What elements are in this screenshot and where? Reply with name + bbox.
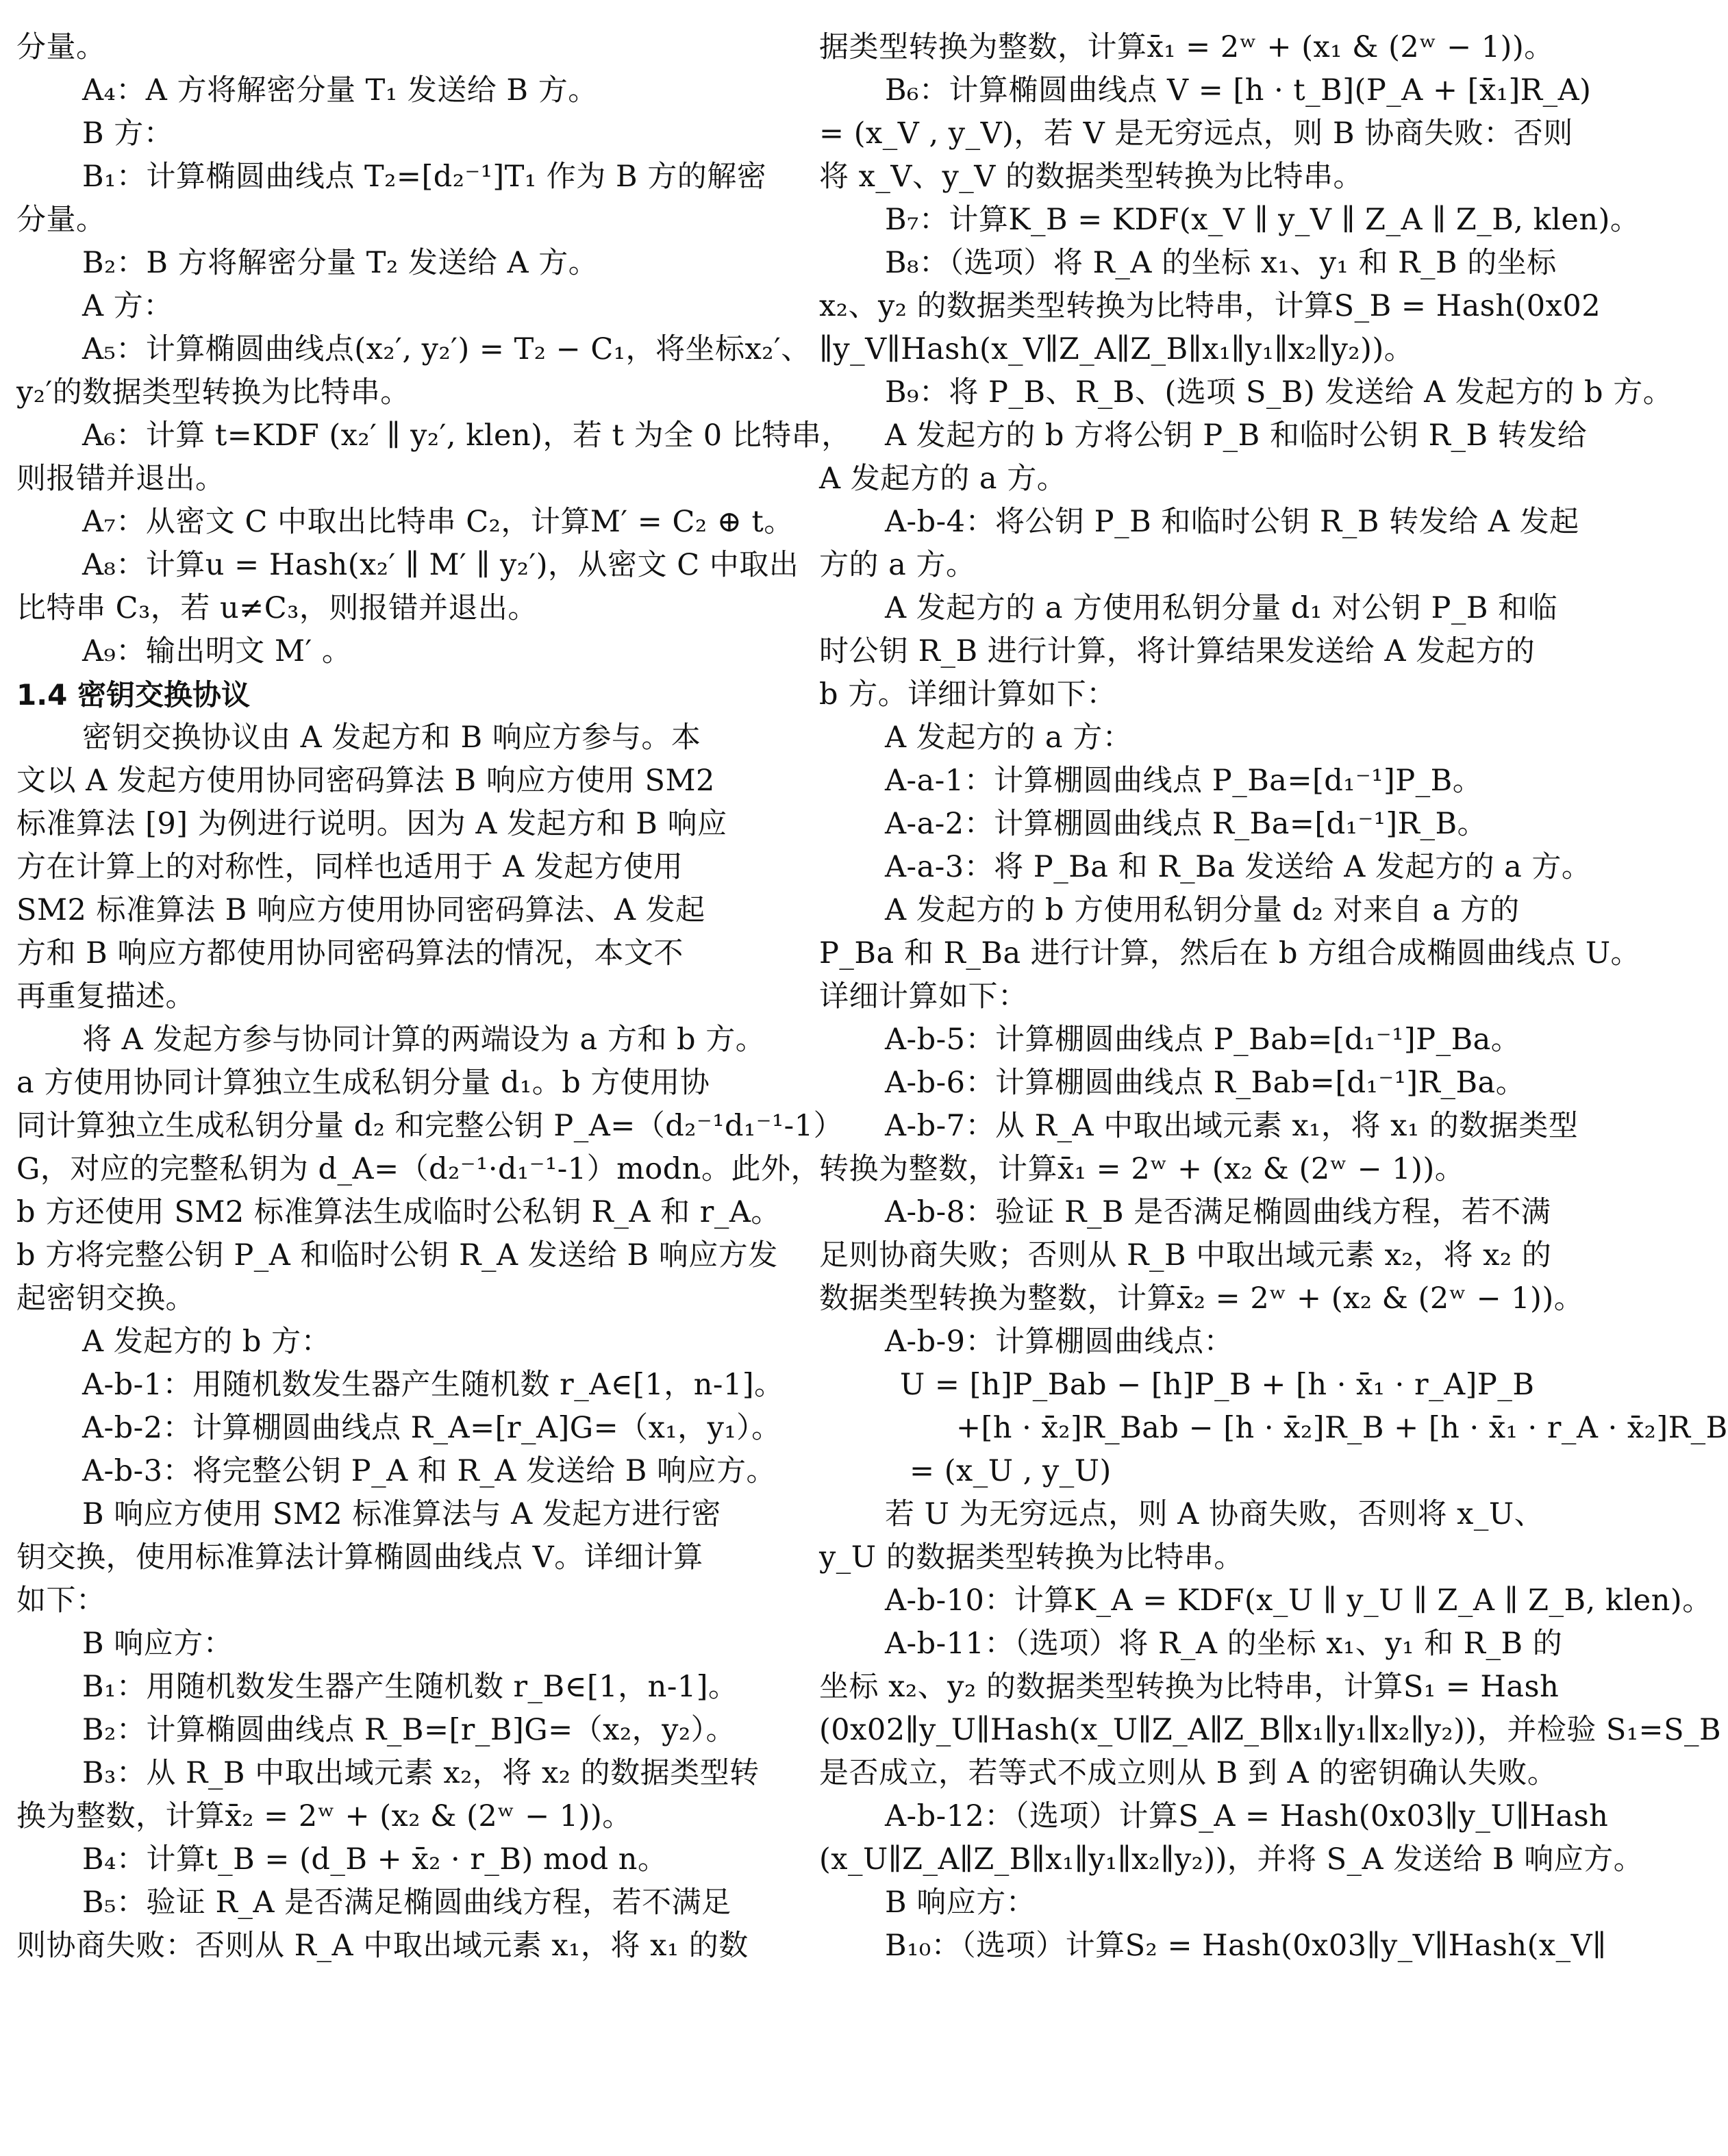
text-line: A 发起方的 b 方： bbox=[82, 1325, 331, 1359]
text-line: B₁：用随机数发生器产生随机数 r_B∈[1，n-1]。 bbox=[82, 1670, 738, 1704]
text-line: A 发起方的 b 方使用私钥分量 d₂ 对来自 a 方的 bbox=[885, 893, 1520, 927]
text-line: A-b-1：用随机数发生器产生随机数 r_A∈[1，n-1]。 bbox=[82, 1368, 784, 1402]
text-line: B₆：计算椭圆曲线点 V = [h · t_B](P_A + [x̄₁]R_A) bbox=[885, 73, 1592, 108]
text-line: A₄：A 方将解密分量 T₁ 发送给 B 方。 bbox=[82, 73, 598, 108]
equation-line: = (x_U , y_U) bbox=[910, 1454, 1112, 1488]
text-line: 则协商失败：否则从 R_A 中取出域元素 x₁，将 x₁ 的数 bbox=[16, 1929, 749, 1963]
left-column bbox=[16, 26, 851, 1968]
text-line: B 响应方： bbox=[885, 1885, 1036, 1920]
text-line: A₉：输出明文 M′ 。 bbox=[82, 634, 352, 668]
text-line: 分量。 bbox=[16, 30, 106, 64]
text-line: B₃：从 R_B 中取出域元素 x₂，将 x₂ 的数据类型转 bbox=[82, 1756, 760, 1790]
equation-line: U = [h]P_Bab − [h]P_B + [h · x̄₁ · r_A]P_B bbox=[900, 1368, 1535, 1402]
text-line: B₇：计算K_B = KDF(x_V ∥ y_V ∥ Z_A ∥ Z_B, klen)。 bbox=[885, 203, 1640, 237]
text-line: x₂、y₂ 的数据类型转换为比特串，计算S_B = Hash(0x02 bbox=[819, 289, 1601, 323]
text-line: A-b-11：（选项）将 R_A 的坐标 x₁、y₁ 和 R_B 的 bbox=[885, 1627, 1563, 1661]
text-line: B₉：将 P_B、R_B、(选项 S_B) 发送给 A 发起方的 b 方。 bbox=[885, 375, 1673, 410]
text-line: G，对应的完整私钥为 d_A=（d₂⁻¹·d₁⁻¹-1）modn。此外， bbox=[16, 1152, 821, 1186]
text-line: A-b-3：将完整公钥 P_A 和 R_A 发送给 B 响应方。 bbox=[82, 1454, 777, 1488]
text-line: B₂：计算椭圆曲线点 R_B=[r_B]G=（x₂，y₂）。 bbox=[82, 1713, 736, 1747]
text-line: A 方： bbox=[82, 289, 173, 323]
text-line: A₅：计算椭圆曲线点(x₂′, y₂′) = T₂ − C₁，将坐标x₂′、 bbox=[82, 332, 811, 366]
text-line: A 发起方的 a 方使用私钥分量 d₁ 对公钥 P_B 和临 bbox=[885, 591, 1558, 625]
text-line: 密钥交换协议由 A 发起方和 B 响应方参与。本 bbox=[82, 720, 701, 755]
text-line: B₁₀：（选项）计算S₂ = Hash(0x03∥y_V∥Hash(x_V∥ bbox=[885, 1929, 1607, 1963]
text-line: B 响应方： bbox=[82, 1627, 234, 1661]
text-line: 再重复描述。 bbox=[16, 979, 195, 1014]
text-line: A₇：从密文 C 中取出比特串 C₂，计算M′ = C₂ ⊕ t。 bbox=[82, 505, 794, 539]
text-line: 详细计算如下： bbox=[819, 979, 1028, 1014]
text-line: y_U 的数据类型转换为比特串。 bbox=[819, 1540, 1244, 1575]
text-line: A-b-12：（选项）计算S_A = Hash(0x03∥y_U∥Hash bbox=[885, 1799, 1609, 1833]
text-line: B₄：计算t_B = (d_B + x̄₂ · r_B) mod n。 bbox=[82, 1842, 668, 1877]
text-line: ∥y_V∥Hash(x_V∥Z_A∥Z_B∥x₁∥y₁∥x₂∥y₂))。 bbox=[819, 332, 1414, 366]
text-line: A-a-1：计算棚圆曲线点 P_Ba=[d₁⁻¹]P_B。 bbox=[885, 764, 1483, 798]
text-line: 方在计算上的对称性，同样也适用于 A 发起方使用 bbox=[16, 850, 684, 884]
text-line: 足则协商失败；否则从 R_B 中取出域元素 x₂，将 x₂ 的 bbox=[819, 1238, 1552, 1273]
text-line: A-b-5：计算棚圆曲线点 P_Bab=[d₁⁻¹]P_Ba。 bbox=[885, 1023, 1521, 1057]
text-line: A-a-2：计算棚圆曲线点 R_Ba=[d₁⁻¹]R_B。 bbox=[885, 807, 1488, 841]
text-line: A₆：计算 t=KDF (x₂′ ∥ y₂′, klen)，若 t 为全 0 比特串， bbox=[82, 418, 851, 453]
text-line: 方和 B 响应方都使用协同密码算法的情况，本文不 bbox=[16, 936, 684, 970]
text-line: 时公钥 R_B 进行计算，将计算结果发送给 A 发起方的 bbox=[819, 634, 1536, 668]
text-line: 标准算法 [9] 为例进行说明。因为 A 发起方和 B 响应 bbox=[16, 807, 727, 841]
text-line: 钥交换，使用标准算法计算椭圆曲线点 V。详细计算 bbox=[16, 1540, 703, 1575]
text-line: 若 U 为无穷远点，则 A 协商失败，否则将 x_U、 bbox=[885, 1497, 1544, 1531]
text-line: 比特串 C₃，若 u≠C₃，则报错并退出。 bbox=[16, 591, 538, 625]
text-line: 文以 A 发起方使用协同密码算法 B 响应方使用 SM2 bbox=[16, 764, 715, 798]
text-line: P_Ba 和 R_Ba 进行计算，然后在 b 方组合成椭圆曲线点 U。 bbox=[819, 936, 1641, 970]
text-line: 将 x_V、y_V 的数据类型转换为比特串。 bbox=[819, 160, 1363, 194]
text-line: B 方： bbox=[82, 116, 174, 151]
text-line: 坐标 x₂、y₂ 的数据类型转换为比特串，计算S₁ = Hash bbox=[819, 1670, 1560, 1704]
text-line: A-a-3：将 P_Ba 和 R_Ba 发送给 A 发起方的 a 方。 bbox=[885, 850, 1592, 884]
text-line: 将 A 发起方参与协同计算的两端设为 a 方和 b 方。 bbox=[82, 1023, 766, 1057]
text-line: A-b-2：计算棚圆曲线点 R_A=[r_A]G=（x₁，y₁）。 bbox=[82, 1411, 781, 1445]
text-line: 同计算独立生成私钥分量 d₂ 和完整公钥 P_A=（d₂⁻¹d₁⁻¹-1） bbox=[16, 1109, 844, 1143]
text-line: A-b-8：验证 R_B 是否满足椭圆曲线方程，若不满 bbox=[885, 1195, 1551, 1229]
text-line: 则报错并退出。 bbox=[16, 462, 225, 496]
text-line: = (x_V , y_V)，若 V 是无穷远点，则 B 协商失败：否则 bbox=[819, 116, 1573, 151]
text-line: y₂′的数据类型转换为比特串。 bbox=[16, 375, 410, 410]
text-line: a 方使用协同计算独立生成私钥分量 d₁。b 方使用协 bbox=[16, 1066, 710, 1100]
text-line: B 响应方使用 SM2 标准算法与 A 发起方进行密 bbox=[82, 1497, 721, 1531]
text-line: SM2 标准算法 B 响应方使用协同密码算法、A 发起 bbox=[16, 893, 705, 927]
text-line: A₈：计算u = Hash(x₂′ ∥ M′ ∥ y₂′)，从密文 C 中取出 bbox=[82, 548, 799, 582]
text-line: A 发起方的 b 方将公钥 P_B 和临时公钥 R_B 转发给 bbox=[885, 418, 1588, 453]
text-line: A-b-4：将公钥 P_B 和临时公钥 R_B 转发给 A 发起 bbox=[885, 505, 1579, 539]
right-column bbox=[819, 26, 1728, 1968]
text-line: 数据类型转换为整数，计算x̄₂ = 2ʷ + (x₂ & (2ʷ − 1))。 bbox=[819, 1281, 1584, 1316]
text-line: 分量。 bbox=[16, 203, 106, 237]
text-line: b 方将完整公钥 P_A 和临时公钥 R_A 发送给 B 响应方发 bbox=[16, 1238, 778, 1273]
text-line: A 发起方的 a 方： bbox=[885, 720, 1133, 755]
text-line: A 发起方的 a 方。 bbox=[819, 462, 1067, 496]
section-heading: 1.4 密钥交换协议 bbox=[16, 678, 251, 712]
text-line: 换为整数，计算x̄₂ = 2ʷ + (x₂ & (2ʷ − 1))。 bbox=[16, 1799, 632, 1833]
text-line: B₈：（选项）将 R_A 的坐标 x₁、y₁ 和 R_B 的坐标 bbox=[885, 246, 1557, 280]
text-line: A-b-7：从 R_A 中取出域元素 x₁，将 x₁ 的数据类型 bbox=[885, 1109, 1579, 1143]
text-line: 如下： bbox=[16, 1583, 106, 1618]
text-line: 是否成立，若等式不成立则从 B 到 A 的密钥确认失败。 bbox=[819, 1756, 1557, 1790]
text-line: B₅：验证 R_A 是否满足椭圆曲线方程，若不满足 bbox=[82, 1885, 731, 1920]
text-line: (x_U∥Z_A∥Z_B∥x₁∥y₁∥x₂∥y₂))，并将 S_A 发送给 B 响应方。 bbox=[819, 1842, 1644, 1877]
text-line: b 方。详细计算如下： bbox=[819, 677, 1116, 712]
text-line: 起密钥交换。 bbox=[16, 1281, 195, 1316]
text-line: B₂：B 方将解密分量 T₂ 发送给 A 方。 bbox=[82, 246, 599, 280]
text-line: 转换为整数，计算x̄₁ = 2ʷ + (x₂ & (2ʷ − 1))。 bbox=[819, 1152, 1465, 1186]
text-line: b 方还使用 SM2 标准算法生成临时公私钥 R_A 和 r_A。 bbox=[16, 1195, 781, 1229]
text-line: 方的 a 方。 bbox=[819, 548, 976, 582]
text-line: A-b-10：计算K_A = KDF(x_U ∥ y_U ∥ Z_A ∥ Z_B, klen)。 bbox=[885, 1583, 1712, 1618]
text-line: 据类型转换为整数，计算x̄₁ = 2ʷ + (x₁ & (2ʷ − 1))。 bbox=[819, 30, 1554, 64]
text-line: B₁：计算椭圆曲线点 T₂=[d₂⁻¹]T₁ 作为 B 方的解密 bbox=[82, 160, 767, 194]
equation-line: +[h · x̄₂]R_Bab − [h · x̄₂]R_B + [h · x̄₁ · r_A · x̄₂]R_B bbox=[956, 1411, 1728, 1445]
text-line: A-b-9：计算棚圆曲线点： bbox=[885, 1325, 1234, 1359]
text-line: A-b-6：计算棚圆曲线点 R_Bab=[d₁⁻¹]R_Ba。 bbox=[885, 1066, 1526, 1100]
text-line: (0x02∥y_U∥Hash(x_U∥Z_A∥Z_B∥x₁∥y₁∥x₂∥y₂))，并检验 S₁=S_B bbox=[819, 1713, 1722, 1747]
